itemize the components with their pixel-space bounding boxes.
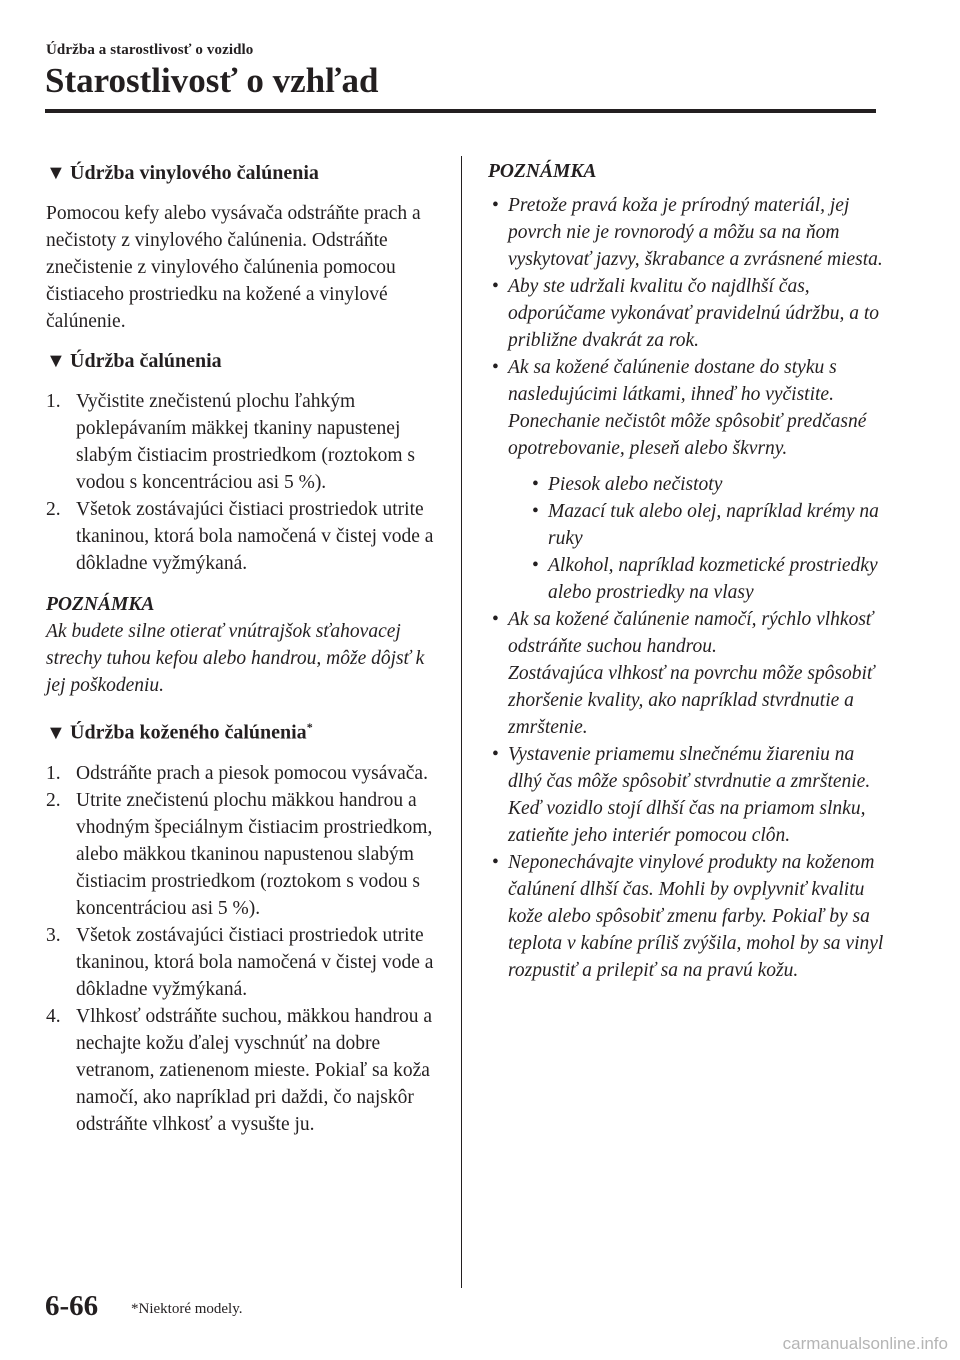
- note-bullet-list: [488, 192, 888, 984]
- right-column: [488, 158, 888, 984]
- section-heading: [46, 346, 446, 376]
- step-item: [46, 496, 446, 577]
- section-vinyl: [46, 158, 446, 335]
- bullet-dot-icon: •: [492, 609, 499, 630]
- bullet-text: Pretože pravá koža je prírodný materiál, jej povrch nie je rovnorodý a môžu sa na ňom vyskytovať jazvy, škrabance a zvrásnené miesta.: [508, 195, 883, 270]
- title-rule: [45, 109, 876, 113]
- sub-bullet-list: [508, 471, 888, 606]
- step-text: Vyčistite znečistenú plochu ľahkým poklepávaním mäkkej tkaniny napustenej slabým čistiacim prostriedkom (roztokom s vodou s koncentráciou asi 5 %).: [76, 391, 416, 493]
- down-triangle-icon: ▼: [46, 162, 66, 184]
- sub-bullet-text: Alkohol, napríklad kozmetické prostriedky alebo prostriedky na vlasy: [548, 555, 878, 603]
- sub-list-item: [528, 552, 888, 606]
- left-column: [46, 158, 446, 1152]
- list-item: [488, 849, 888, 984]
- step-text: Všetok zostávajúci čistiaci prostriedok utrite tkaninou, ktorá bola namočená v čistej vode a dôkladne vyžmýkaná.: [76, 499, 434, 574]
- section-leather: [46, 712, 446, 1138]
- step-list: [46, 760, 446, 1138]
- step-number: 2.: [46, 789, 61, 811]
- sub-bullet-text: Piesok alebo nečistoty: [548, 474, 723, 495]
- sub-bullet-text: Mazací tuk alebo olej, napríklad krémy na ruky: [548, 501, 879, 549]
- step-text: Utrite znečistenú plochu mäkkou handrou a vhodným špeciálnym čistiacim prostriedkom, alebo mäkkou tkaninou napustenou slabým čistiacim prostriedkom (roztokom s vodou s koncentráciou asi 5 %).: [76, 789, 433, 919]
- section-title: Údržba koženého čalúnenia: [70, 721, 307, 744]
- bullet-dot-icon: •: [532, 555, 539, 576]
- bullet-continuation: Zostávajúca vlhkosť na povrchu môže spôsobiť zhoršenie kvality, ako napríklad stvrdnutie a zmrštenie.: [508, 663, 875, 738]
- running-head: Údržba a starostlivosť o vozidlo: [46, 42, 254, 58]
- step-list: [46, 388, 446, 577]
- step-item: [46, 922, 446, 1003]
- bullet-dot-icon: •: [492, 195, 499, 216]
- list-item: [488, 273, 888, 354]
- step-item: [46, 1003, 446, 1138]
- list-item: [488, 606, 888, 741]
- bullet-dot-icon: •: [492, 744, 499, 765]
- down-triangle-icon: ▼: [46, 721, 66, 744]
- page-title: Starostlivosť o vzhľad: [45, 61, 379, 100]
- footnote: *Niektoré modely.: [131, 1301, 243, 1317]
- bullet-dot-icon: •: [492, 852, 499, 873]
- list-item: [488, 354, 888, 606]
- step-number: 2.: [46, 499, 61, 520]
- step-number: 3.: [46, 924, 61, 946]
- sub-list-item: [528, 498, 888, 552]
- list-item: [488, 741, 888, 849]
- bullet-dot-icon: •: [532, 501, 539, 522]
- bullet-continuation: Ponechanie nečistôt môže spôsobiť predčasné opotrebovanie, pleseň alebo škvrny.: [508, 411, 867, 459]
- list-item: [488, 192, 888, 273]
- note-text: Ak budete silne otierať vnútrajšok sťahovacej strechy tuhou kefou alebo handrou, môže dôjsť k jej poškodeniu.: [46, 621, 425, 696]
- section-title: Údržba čalúnenia: [70, 350, 222, 372]
- step-number: 1.: [46, 762, 61, 784]
- bullet-dot-icon: •: [492, 276, 499, 297]
- sub-list-item: [528, 471, 888, 498]
- note-label: POZNÁMKA: [488, 161, 597, 182]
- step-text: Vlhkosť odstráňte suchou, mäkkou handrou a nechajte kožu ďalej vyschnúť na dobre vetranom, zatienenom mieste. Pokiaľ sa koža namočí, ako napríklad pri daždi, čo najskôr odstráňte vlhkosť a vysušte ju.: [76, 1005, 433, 1135]
- bullet-text: Vystavenie priamemu slnečnému žiareniu na dlhý čas môže spôsobiť stvrdnutie a zmrštenie. Keď vozidlo stojí dlhší čas na priamom slnku, zatieňte jeho interiér pomocou clôn.: [508, 744, 871, 846]
- step-text: Odstráňte prach a piesok pomocou vysávača.: [76, 762, 428, 784]
- bullet-text: Neponechávajte vinylové produkty na koženom čalúnení dlhší čas. Mohli by ovplyvniť kvalitu kože alebo spôsobiť zmenu farby. Pokiaľ by sa teplota v kabíne príliš zvýšila, mohol by sa vinyl rozpustiť a prilepiť sa na pravú kožu.: [508, 852, 884, 981]
- step-item: [46, 787, 446, 922]
- note-label: POZNÁMKA: [46, 594, 155, 615]
- section-upholstery: [46, 346, 446, 699]
- bullet-text: Ak sa kožené čalúnenie namočí, rýchlo vlhkosť odstráňte suchou handrou.: [508, 609, 874, 657]
- step-number: 4.: [46, 1005, 61, 1027]
- step-item: [46, 760, 446, 787]
- section-title: Údržba vinylového čalúnenia: [70, 162, 319, 184]
- step-item: [46, 388, 446, 496]
- section-heading: [46, 712, 446, 748]
- section-text: Pomocou kefy alebo vysávača odstráňte prach a nečistoty z vinylového čalúnenia. Odstráňte znečistenie z vinylového čalúnenia pomocou čistiaceho prostriedku na kožené a vinylové čalúnenie.: [46, 203, 421, 332]
- bullet-text: Aby ste udržali kvalitu čo najdlhší čas, odporúčame vykonávať pravidelnú údržbu, a to približne dvakrát za rok.: [508, 276, 880, 351]
- section-heading: [46, 158, 446, 188]
- step-number: 1.: [46, 391, 61, 412]
- watermark: carmanualsonline.info: [782, 1334, 948, 1353]
- down-triangle-icon: ▼: [46, 350, 66, 372]
- footnote-marker: *: [306, 720, 313, 734]
- bullet-dot-icon: •: [532, 474, 539, 495]
- step-text: Všetok zostávajúci čistiaci prostriedok utrite tkaninou, ktorá bola namočená v čistej vode a dôkladne vyžmýkaná.: [76, 924, 434, 1000]
- column-divider: [461, 156, 462, 1288]
- bullet-dot-icon: •: [492, 357, 499, 378]
- bullet-text: Ak sa kožené čalúnenie dostane do styku s nasledujúcimi látkami, ihneď ho vyčistite.: [508, 357, 837, 405]
- page-number: 6-66: [45, 1290, 99, 1322]
